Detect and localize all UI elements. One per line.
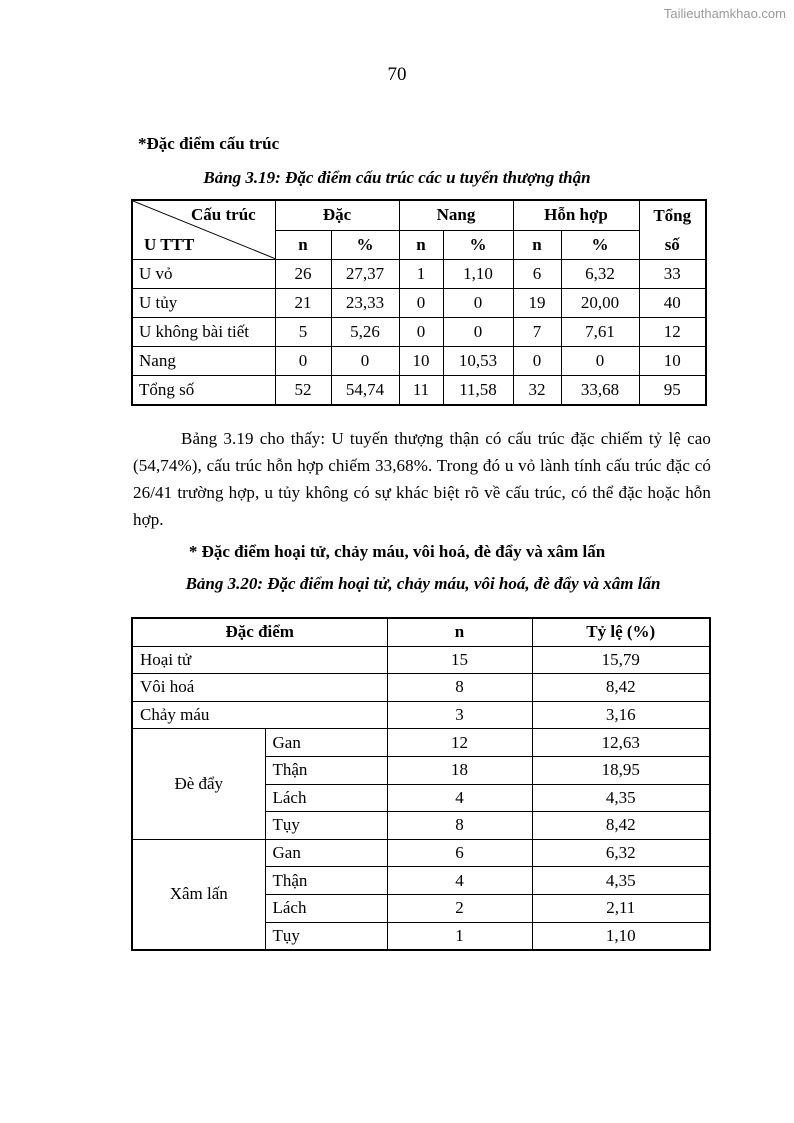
cell: 10,53	[443, 347, 513, 376]
cell: 26	[275, 260, 331, 289]
row-label: Hoại tử	[132, 646, 387, 674]
cell: 0	[561, 347, 639, 376]
cell-pct: 15,79	[532, 646, 710, 674]
cell-n: 6	[387, 839, 532, 867]
table-row	[132, 289, 706, 318]
cell: 10	[639, 347, 706, 376]
table-row	[132, 701, 710, 729]
row-label: U không bài tiết	[132, 318, 275, 347]
cell: 0	[399, 318, 443, 347]
header-pct: Tỷ lệ (%)	[532, 618, 710, 646]
cell-pct: 6,32	[532, 839, 710, 867]
cell: 1,10	[443, 260, 513, 289]
organ-label: Thận	[265, 756, 387, 784]
cell: 5,26	[331, 318, 399, 347]
table-row	[132, 646, 710, 674]
cell-n: 2	[387, 894, 532, 922]
table-row	[132, 729, 710, 757]
organ-label: Tụy	[265, 922, 387, 950]
group-label: Đè đẩy	[132, 729, 265, 839]
table-row	[132, 347, 706, 376]
row-label: Chảy máu	[132, 701, 387, 729]
necrosis-table	[131, 617, 711, 951]
corner-bottom-label: U TTT	[144, 235, 195, 254]
table2-caption: Bảng 3.20: Đặc điểm hoại tử, chảy máu, vôi hoá, đè đẩy và xâm lấn	[185, 574, 661, 593]
cell-pct: 18,95	[532, 756, 710, 784]
cell: 6,32	[561, 260, 639, 289]
cell: 52	[275, 376, 331, 406]
cell: 40	[639, 289, 706, 318]
sub-header-n: n	[399, 230, 443, 260]
group-header: Hỗn hợp	[513, 200, 639, 230]
cell: 12	[639, 318, 706, 347]
total-header-bottom: số	[639, 230, 706, 260]
cell-n: 8	[387, 812, 532, 840]
cell: 11	[399, 376, 443, 406]
cell: 20,00	[561, 289, 639, 318]
organ-label: Lách	[265, 894, 387, 922]
cell: 6	[513, 260, 561, 289]
row-label: U tủy	[132, 289, 275, 318]
cell: 11,58	[443, 376, 513, 406]
header-n: n	[387, 618, 532, 646]
structure-table	[131, 199, 707, 406]
row-label: U vỏ	[132, 260, 275, 289]
cell-n: 4	[387, 784, 532, 812]
cell-pct: 3,16	[532, 701, 710, 729]
cell: 10	[399, 347, 443, 376]
cell: 0	[275, 347, 331, 376]
organ-label: Thận	[265, 867, 387, 895]
cell-n: 4	[387, 867, 532, 895]
group-label: Xâm lấn	[132, 839, 265, 950]
cell: 0	[443, 289, 513, 318]
table-row	[132, 839, 710, 867]
cell: 95	[639, 376, 706, 406]
cell-n: 3	[387, 701, 532, 729]
page-number: 70	[387, 64, 407, 85]
organ-label: Tụy	[265, 812, 387, 840]
cell: 0	[513, 347, 561, 376]
sub-header-pct: %	[443, 230, 513, 260]
cell-pct: 12,63	[532, 729, 710, 757]
cell-n: 15	[387, 646, 532, 674]
group-header: Nang	[399, 200, 513, 230]
corner-header	[132, 200, 275, 260]
table-row	[132, 260, 706, 289]
cell-n: 12	[387, 729, 532, 757]
section-heading-necrosis: * Đặc điểm hoại tử, chảy máu, vôi hoá, đè đẩy và xâm lấn	[188, 542, 606, 561]
table-row	[132, 376, 706, 406]
cell-pct: 1,10	[532, 922, 710, 950]
cell-pct: 8,42	[532, 812, 710, 840]
total-header-top: Tổng	[639, 200, 706, 230]
sub-header-n: n	[275, 230, 331, 260]
cell: 33,68	[561, 376, 639, 406]
cell-pct: 2,11	[532, 894, 710, 922]
sub-header-pct: %	[331, 230, 399, 260]
cell: 54,74	[331, 376, 399, 406]
row-label: Tổng số	[132, 376, 275, 406]
paragraph-text: Bảng 3.19 cho thấy: U tuyến thượng thận có cấu trúc đặc chiếm tỷ lệ cao (54,74%), cấu trúc hỗn hợp chiếm 33,68%. Trong đó u vỏ lành tính cấu trúc đặc có 26/41 trường hợp, u tủy không có sự khác biệt rõ về cấu trúc, có thể đặc hoặc hỗn hợp.	[133, 429, 711, 529]
cell-n: 18	[387, 756, 532, 784]
watermark: Tailieuthamkhao.com	[663, 6, 786, 21]
cell: 23,33	[331, 289, 399, 318]
section-heading-structure: *Đặc điểm cấu trúc	[138, 134, 280, 153]
cell: 33	[639, 260, 706, 289]
corner-top-label: Cấu trúc	[191, 205, 256, 224]
cell: 0	[443, 318, 513, 347]
cell: 0	[331, 347, 399, 376]
cell-n: 1	[387, 922, 532, 950]
cell: 7,61	[561, 318, 639, 347]
group-header: Đặc	[275, 200, 399, 230]
cell-n: 8	[387, 674, 532, 702]
cell: 5	[275, 318, 331, 347]
table-row	[132, 674, 710, 702]
cell: 21	[275, 289, 331, 318]
cell-pct: 8,42	[532, 674, 710, 702]
sub-header-pct: %	[561, 230, 639, 260]
table1-caption: Bảng 3.19: Đặc điểm cấu trúc các u tuyến thượng thận	[203, 168, 591, 187]
header-feature: Đặc điểm	[132, 618, 387, 646]
table-row	[132, 318, 706, 347]
cell: 32	[513, 376, 561, 406]
row-label: Vôi hoá	[132, 674, 387, 702]
row-label: Nang	[132, 347, 275, 376]
cell: 27,37	[331, 260, 399, 289]
cell-pct: 4,35	[532, 784, 710, 812]
cell: 7	[513, 318, 561, 347]
cell: 0	[399, 289, 443, 318]
cell-pct: 4,35	[532, 867, 710, 895]
organ-label: Lách	[265, 784, 387, 812]
cell: 1	[399, 260, 443, 289]
body-paragraph	[133, 425, 711, 533]
organ-label: Gan	[265, 729, 387, 757]
sub-header-n: n	[513, 230, 561, 260]
cell: 19	[513, 289, 561, 318]
organ-label: Gan	[265, 839, 387, 867]
